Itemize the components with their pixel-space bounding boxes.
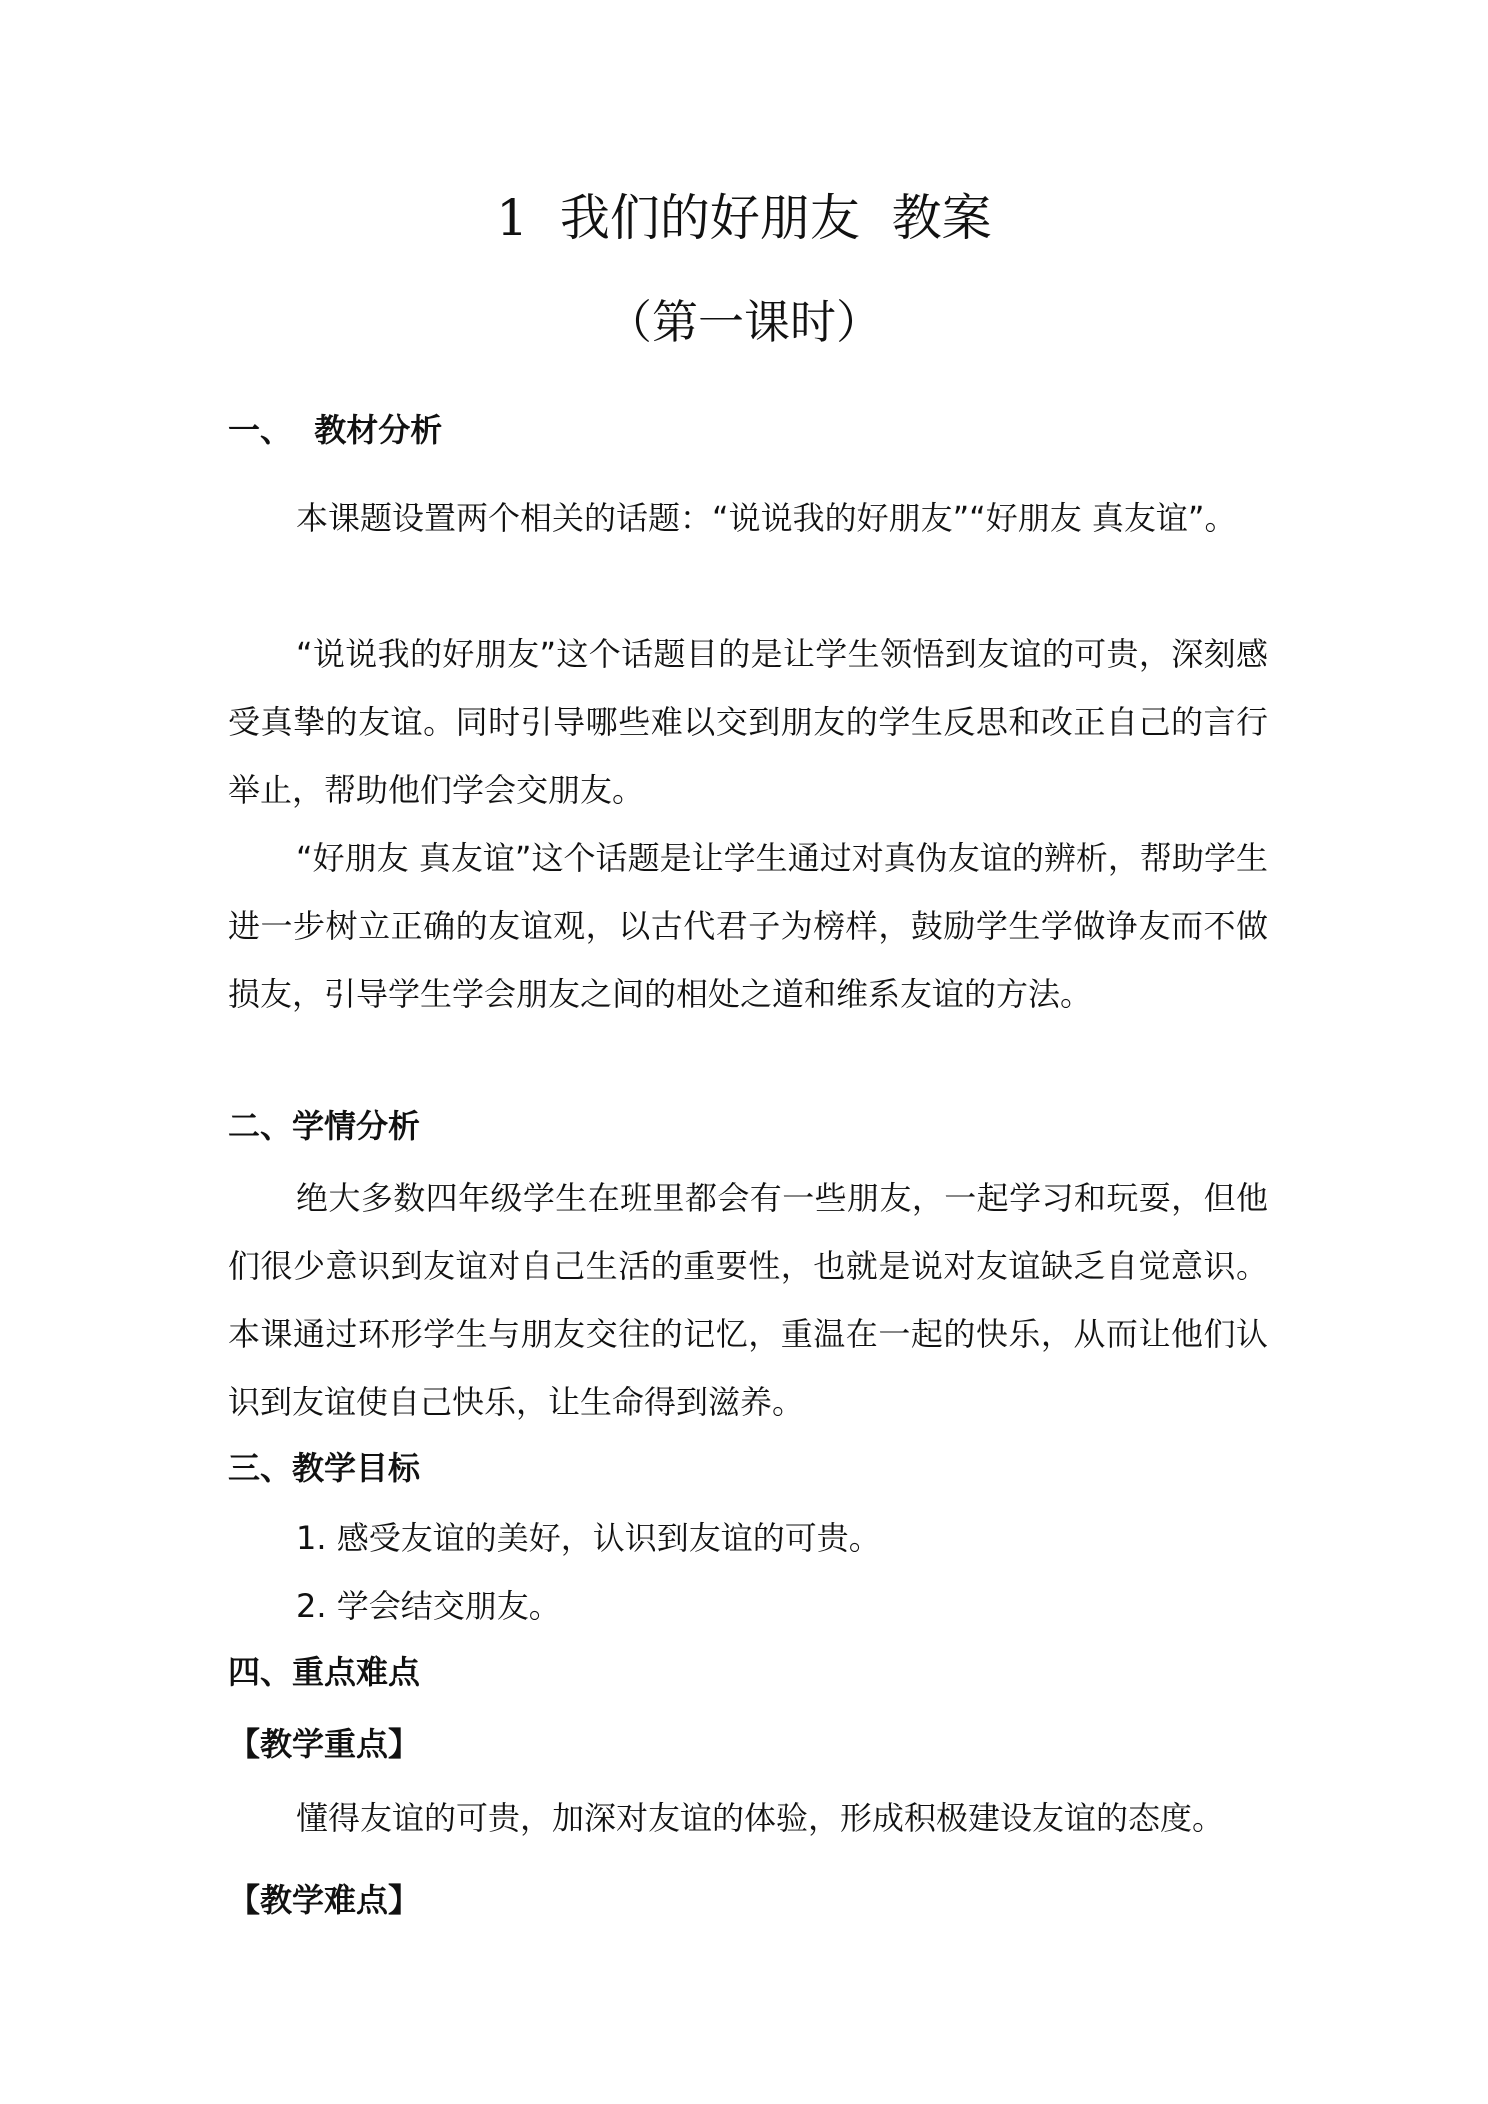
document-title: 1 我们的好朋友 教案 [496,189,992,247]
goal-item-2: 2. 学会结交朋友。 [296,1587,561,1625]
teaching-focus-text: 懂得友谊的可贵，加深对友谊的体验，形成积极建设友谊的态度。 [296,1799,1225,1837]
teaching-focus-heading: 【教学重点】 [228,1725,421,1763]
paragraph-student-analysis: 绝大多数四年级学生在班里都会有一些朋友，一起学习和玩耍，但他们很少意识到友谊对自己生活的重要性，也就是说对友谊缺乏自觉意识。本课通过环形学生与朋友交往的记忆，重温在一起的快乐，从而让他们认识到友谊使自己快乐，让生命得到滋养。 [228,1179,1268,1421]
section-heading-student-analysis: 二、学情分析 [228,1107,421,1145]
section-heading-key-difficulties: 四、重点难点 [228,1653,421,1691]
teaching-difficulty-heading: 【教学难点】 [228,1881,421,1919]
section-heading-teaching-goals: 三、教学目标 [228,1449,421,1487]
paragraph-topic-true-friendship: “好朋友 真友谊”这个话题是让学生通过对真伪友谊的辨析，帮助学生进一步树立正确的友谊观，以古代君子为榜样，鼓励学生学做诤友而不做损友，引导学生学会朋友之间的相处之道和维系友谊的方法。 [228,839,1268,1013]
paragraph-topic-overview: 本课题设置两个相关的话题：“说说我的好朋友”“好朋友 真友谊”。 [296,499,1237,537]
goal-item-1: 1. 感受友谊的美好，认识到友谊的可贵。 [296,1519,881,1557]
document-subtitle: （第一课时） [606,295,882,349]
section-heading-textbook-analysis: 一、 教材分析 [228,411,443,449]
paragraph-topic-good-friend: “说说我的好朋友”这个话题目的是让学生领悟到友谊的可贵，深刻感受真挚的友谊。同时引导哪些难以交到朋友的学生反思和改正自己的言行举止，帮助他们学会交朋友。 [228,635,1268,809]
